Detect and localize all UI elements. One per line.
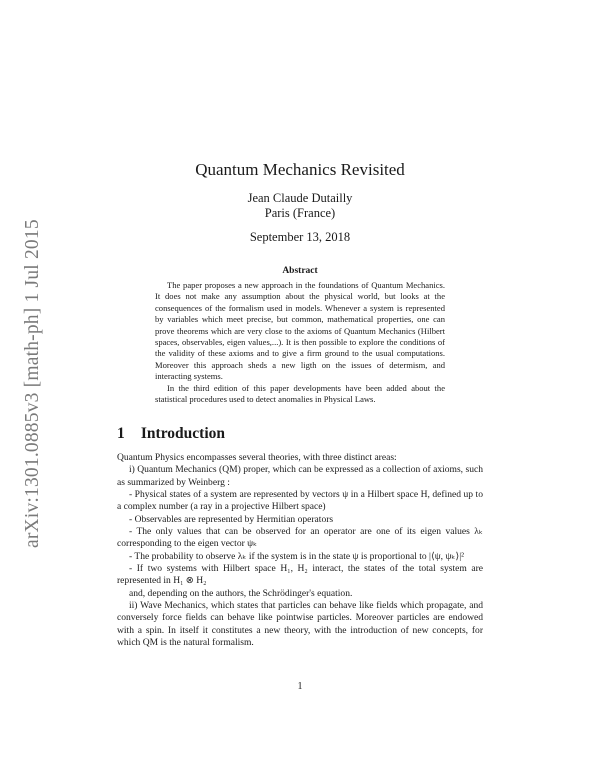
body-paragraph: - Physical states of a system are represented by vectors ψ in a Hilbert space H, defined up to a complex number (a ray in a projective Hilbert space)	[117, 489, 483, 513]
abstract-paragraph: The paper proposes a new approach in the foundations of Quantum Mechanics. It does not make any assumption about the physical world, but looks at the consequences of the formalism used in models. Whenever a system is represented by variables which meet precise, but common, mathematical properties, one can prove theorems which are very close to the axioms of Quantum Mechanics (Hilbert spaces, observables, eigen values,...). It is then possible to explore the conditions of the validity of these axioms and to give a firm ground to the usual computations. Moreover this approach sheds a new ligth on the issues of determism, and interacting systems.	[155, 280, 445, 382]
body-paragraph: - The probability to observe λₖ if the system is in the state ψ is proportional to |⟨ψ, ψₖ⟩|²	[129, 550, 464, 562]
body-paragraph: and, depending on the authors, the Schrödinger's equation.	[129, 587, 353, 599]
abstract-heading: Abstract	[282, 266, 318, 276]
body-paragraph: ii) Wave Mechanics, which states that particles can behave like fields which propagate, and conversely force fields can behave like pointwise particles. Moreover particles are endowed with a spin. In itself it constitutes a new theory, with the introduction of new concepts, for which QM is the natural formalism.	[117, 600, 483, 649]
body-paragraph: Quantum Physics encompasses several theories, with three distinct areas:	[117, 452, 397, 463]
arxiv-identifier: arXiv:1301.0885v3 [math-ph] 1 Jul 2015	[22, 219, 43, 548]
section-number: 1	[117, 425, 125, 442]
paper-date: September 13, 2018	[249, 230, 351, 244]
author-name: Jean Claude Dutailly	[247, 191, 353, 205]
section-title: Introduction	[140, 425, 225, 442]
paper-title: Quantum Mechanics Revisited	[195, 160, 405, 179]
page-number: 1	[297, 681, 303, 692]
author-block	[117, 191, 483, 221]
abstract	[155, 280, 445, 405]
body-paragraph: - Observables are represented by Hermitian operators	[129, 513, 334, 525]
author-affiliation: Paris (France)	[264, 206, 336, 220]
abstract-paragraph: In the third edition of this paper developments have been added about the statistical procedures used to detect anomalies in Physical Laws.	[155, 382, 445, 405]
body-paragraph: - The only values that can be observed for an operator are one of its eigen values λₖ corresponding to the eigen vector ψₖ	[117, 526, 483, 550]
body-paragraph: i) Quantum Mechanics (QM) proper, which can be expressed as a collection of axioms, such as summarized by Weinberg :	[117, 464, 483, 488]
body-paragraph: - If two systems with Hilbert space H₁, H₂ interact, the states of the total system are represented in H₁ ⊗ H₂	[117, 563, 483, 587]
section-heading	[117, 425, 225, 443]
section-body	[117, 452, 483, 650]
